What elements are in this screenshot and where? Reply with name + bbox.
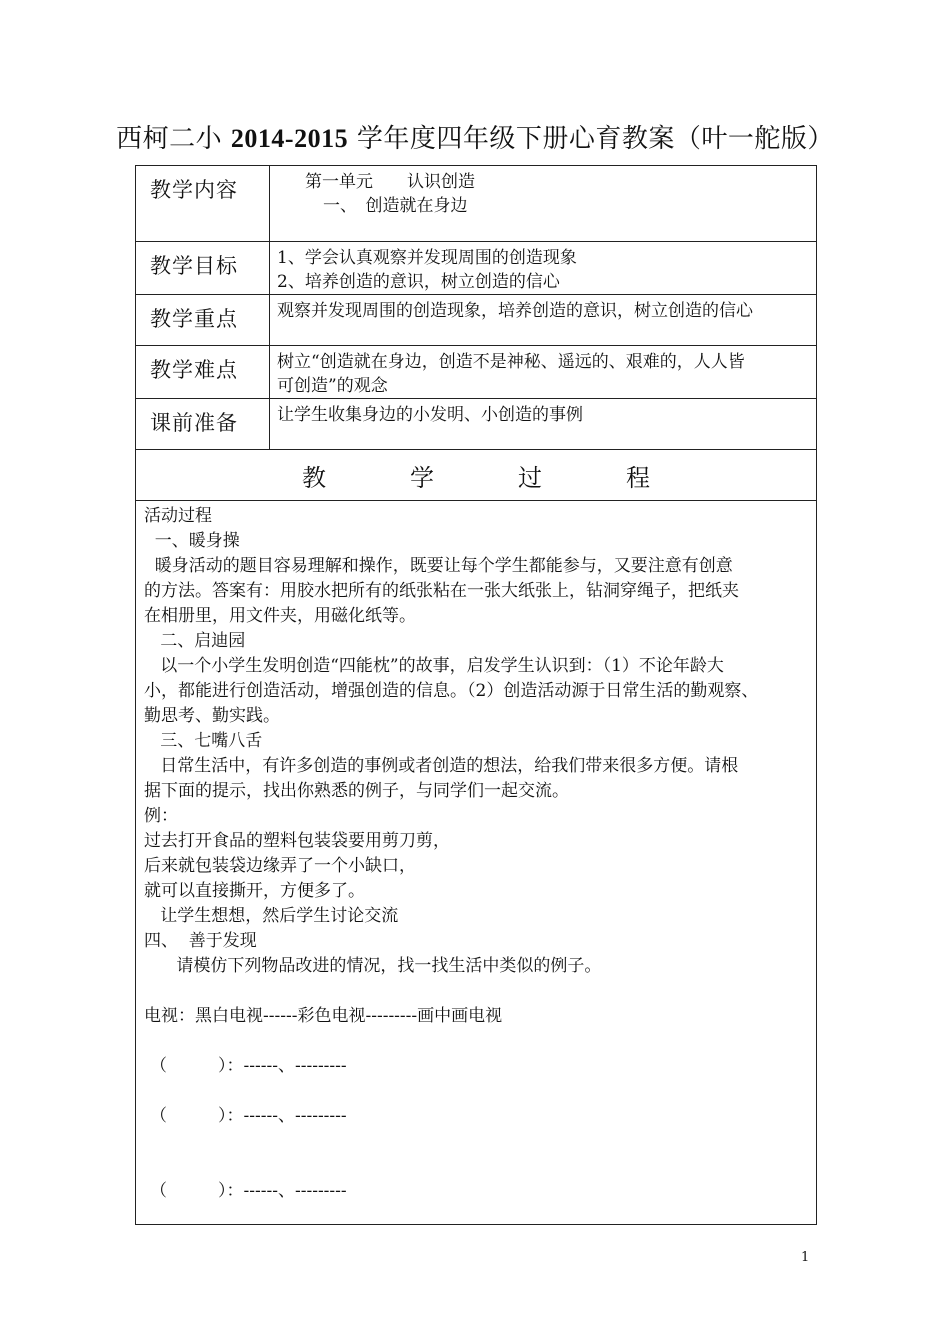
activity-line: 暖身活动的题目容易理解和操作，既要让每个学生都能参与，又要注意有创意	[144, 556, 733, 576]
row-process-heading	[136, 450, 817, 501]
cell-goals	[270, 242, 817, 295]
activity-line: 让学生想想，然后学生讨论交流	[144, 906, 399, 926]
activity-line: 过去打开食品的塑料包装袋要用剪刀剪，	[144, 831, 450, 851]
label-content: 教学内容	[136, 166, 270, 242]
activity-line: 活动过程	[144, 506, 212, 526]
process-heading-char-1: 教	[302, 463, 326, 492]
content-unit: 第一单元 认识创造	[305, 172, 475, 192]
blank-example-3: （ ）：------、---------	[150, 1181, 347, 1201]
cell-prep: 让学生收集身边的小发明、小创造的事例	[270, 399, 817, 450]
row-prep	[136, 399, 817, 450]
activity-line: 一、暖身操	[144, 531, 240, 551]
cell-key: 观察并发现周围的创造现象，培养创造的意识，树立创造的信心	[270, 295, 817, 346]
label-goals: 教学目标	[136, 242, 270, 295]
activity-line: 以一个小学生发明创造“四能枕”的故事，启发学生认识到：（1）不论年龄大	[144, 656, 724, 676]
blank-example-2: （ ）：------、---------	[150, 1106, 347, 1126]
process-heading-char-4: 程	[626, 463, 650, 492]
document-title	[0, 118, 950, 155]
activity-line: 四、 善于发现	[144, 931, 257, 951]
cell-content	[270, 166, 817, 242]
goal-2: 2、培养创造的意识，树立创造的信心	[277, 272, 560, 292]
difficulty-line-2: 可创造”的观念	[277, 376, 388, 396]
title-prefix: 西柯二小	[116, 124, 223, 154]
row-activity	[136, 501, 817, 1225]
content-lesson: 一、 创造就在身边	[323, 196, 468, 216]
label-difficulty: 教学难点	[136, 346, 270, 399]
tv-example: 电视：黑白电视------彩色电视---------画中画电视	[144, 1006, 503, 1026]
page-number: 1	[801, 1250, 810, 1265]
goal-1: 1、学会认真观察并发现周围的创造现象	[277, 248, 577, 268]
activity-process	[136, 501, 817, 1225]
activity-line: 后来就包装袋边缘弄了一个小缺口，	[144, 856, 416, 876]
process-heading-char-2: 学	[410, 463, 434, 492]
process-heading-char-3: 过	[518, 463, 542, 492]
activity-line: 小，都能进行创造活动，增强创造的信息。（2）创造活动源于日常生活的勤观察、	[144, 681, 759, 701]
process-heading	[136, 450, 817, 501]
activity-line: 就可以直接撕开，方便多了。	[144, 881, 365, 901]
row-difficulty	[136, 346, 817, 399]
activity-line: 在相册里，用文件夹，用磁化纸等。	[144, 606, 416, 626]
lesson-plan-table	[135, 165, 817, 1225]
row-goals	[136, 242, 817, 295]
row-key	[136, 295, 817, 346]
activity-line: 日常生活中，有许多创造的事例或者创造的想法，给我们带来很多方便。请根	[144, 756, 739, 776]
activity-line: 二、启迪园	[144, 631, 246, 651]
activity-line: 三、七嘴八舌	[144, 731, 263, 751]
activity-line: 请模仿下列物品改进的情况，找一找生活中类似的例子。	[144, 956, 602, 976]
blank-example-1: （ ）：------、---------	[150, 1056, 347, 1076]
activity-line: 勤思考、勤实践。	[144, 706, 280, 726]
activity-line: 例：	[144, 806, 178, 826]
title-suffix: 学年度四年级下册心育教案（叶一舵版）	[356, 124, 834, 154]
activity-line: 据下面的提示，找出你熟悉的例子，与同学们一起交流。	[144, 781, 569, 801]
label-prep: 课前准备	[136, 399, 270, 450]
cell-difficulty	[270, 346, 817, 399]
title-years: 2014-2015	[230, 124, 349, 153]
activity-line: 的方法。答案有：用胶水把所有的纸张粘在一张大纸张上，钻洞穿绳子，把纸夹	[144, 581, 739, 601]
activity-lines	[144, 504, 808, 979]
difficulty-line-1: 树立“创造就在身边，创造不是神秘、遥远的、艰难的，人人皆	[277, 352, 745, 372]
row-content	[136, 166, 817, 242]
label-key: 教学重点	[136, 295, 270, 346]
